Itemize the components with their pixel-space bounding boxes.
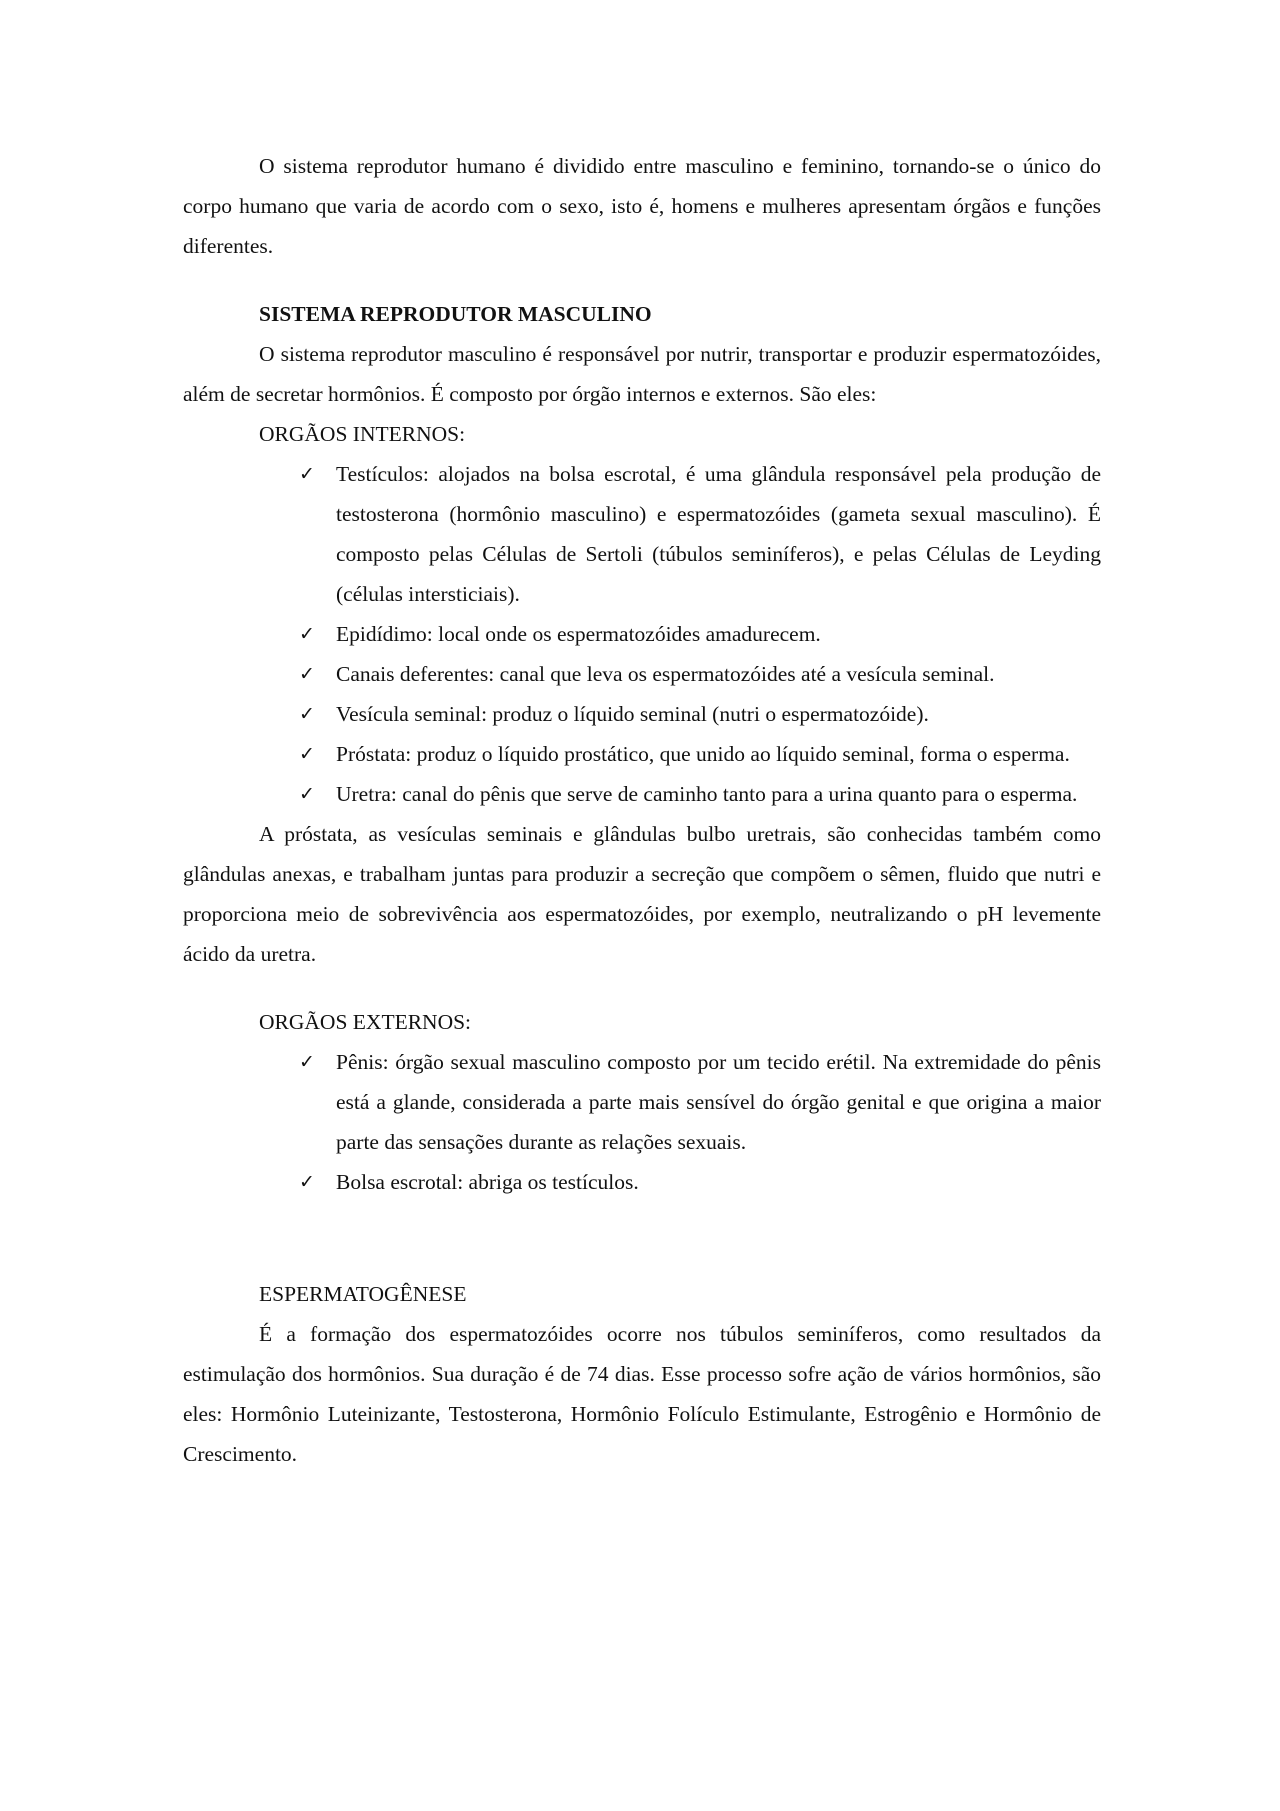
list-item-text: Pênis: órgão sexual masculino composto por um tecido erétil. Na extremidade do pênis está a glande, considerada a parte mais sensível do órgão genital e que origina a maior parte das sensações durante as relações sexuais. bbox=[336, 1050, 1101, 1154]
internal-organs-list bbox=[183, 454, 1101, 814]
list-item bbox=[299, 614, 1101, 654]
checkmark-icon: ✓ bbox=[299, 783, 315, 805]
external-organs-list bbox=[183, 1042, 1101, 1202]
list-item bbox=[299, 654, 1101, 694]
list-item bbox=[299, 734, 1101, 774]
list-item bbox=[299, 454, 1101, 614]
spacer bbox=[183, 974, 1101, 1002]
list-item bbox=[299, 694, 1101, 734]
glands-paragraph: A próstata, as vesículas seminais e glândulas bulbo uretrais, são conhecidas também como glândulas anexas, e trabalham juntas para produzir a secreção que compõem o sêmen, fluido que nutri e proporciona meio de sobrevivência aos espermatozóides, por exemplo, neutralizando o pH levemente ácido da uretra. bbox=[183, 822, 1101, 966]
list-item-text: Vesícula seminal: produz o líquido seminal (nutri o espermatozóide). bbox=[336, 702, 929, 726]
checkmark-icon: ✓ bbox=[299, 1051, 315, 1073]
list-item bbox=[299, 1162, 1101, 1202]
spacer bbox=[183, 266, 1101, 294]
list-item-text: Epidídimo: local onde os espermatozóides amadurecem. bbox=[336, 622, 821, 646]
document-page bbox=[183, 146, 1101, 1474]
checkmark-icon: ✓ bbox=[299, 703, 315, 725]
list-item-text: Canais deferentes: canal que leva os espermatozóides até a vesícula seminal. bbox=[336, 662, 995, 686]
male-system-heading: SISTEMA REPRODUTOR MASCULINO bbox=[259, 302, 652, 326]
list-item bbox=[299, 774, 1101, 814]
list-item-text: Uretra: canal do pênis que serve de caminho tanto para a urina quanto para o esperma. bbox=[336, 782, 1078, 806]
list-item-text: Próstata: produz o líquido prostático, que unido ao líquido seminal, forma o esperma. bbox=[336, 742, 1070, 766]
spacer bbox=[183, 1202, 1101, 1274]
list-item bbox=[299, 1042, 1101, 1162]
checkmark-icon: ✓ bbox=[299, 743, 315, 765]
internal-organs-heading: ORGÃOS INTERNOS: bbox=[259, 422, 466, 446]
checkmark-icon: ✓ bbox=[299, 663, 315, 685]
checkmark-icon: ✓ bbox=[299, 463, 315, 485]
spermatogenesis-paragraph: É a formação dos espermatozóides ocorre nos túbulos seminíferos, como resultados da estimulação dos hormônios. Sua duração é de 74 dias. Esse processo sofre ação de vários hormônios, são eles: Hormônio Luteinizante, Testosterona, Hormônio Folículo Estimulante, Estrogênio e Hormônio de Crescimento. bbox=[183, 1322, 1101, 1466]
external-organs-heading: ORGÃOS EXTERNOS: bbox=[259, 1010, 472, 1034]
male-system-paragraph: O sistema reprodutor masculino é responsável por nutrir, transportar e produzir espermatozóides, além de secretar hormônios. É composto por órgão internos e externos. São eles: bbox=[183, 342, 1101, 406]
spermatogenesis-heading: ESPERMATOGÊNESE bbox=[259, 1282, 467, 1306]
checkmark-icon: ✓ bbox=[299, 1171, 315, 1193]
checkmark-icon: ✓ bbox=[299, 623, 315, 645]
intro-paragraph: O sistema reprodutor humano é dividido entre masculino e feminino, tornando-se o único do corpo humano que varia de acordo com o sexo, isto é, homens e mulheres apresentam órgãos e funções diferentes. bbox=[183, 154, 1101, 258]
list-item-text: Bolsa escrotal: abriga os testículos. bbox=[336, 1170, 639, 1194]
list-item-text: Testículos: alojados na bolsa escrotal, é uma glândula responsável pela produção de testosterona (hormônio masculino) e espermatozóides (gameta sexual masculino). É composto pelas Células de Sertoli (túbulos seminíferos), e pelas Células de Leyding (células intersticiais). bbox=[336, 462, 1101, 606]
